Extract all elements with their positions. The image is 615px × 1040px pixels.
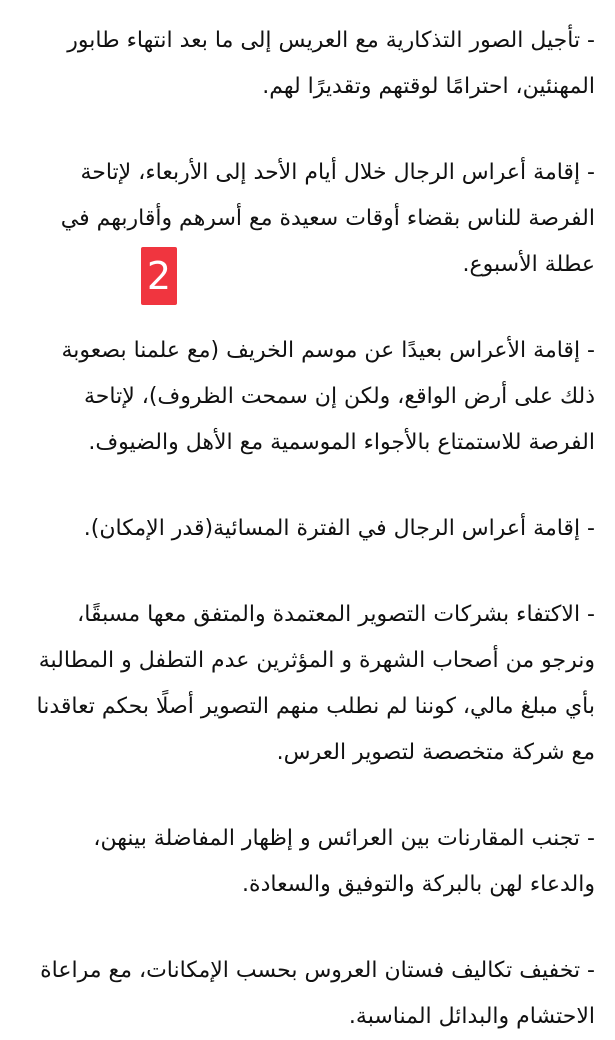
paragraph-5: - الاكتفاء بشركات التصوير المعتمدة والمتفق معها مسبقًا، ونرجو من أصحاب الشهرة و المؤثرين عدم التطفل و المطالبة بأي مبلغ مالي، كوننا لم نطلب منهم التصوير أصلًا بحكم تعاقدنا مع شركة متخصصة لتصوير العرس. (36, 602, 595, 765)
paragraph-7: - تخفيف تكاليف فستان العروس بحسب الإمكانات، مع مراعاة الاحتشام والبدائل المناسبة. (40, 958, 595, 1029)
paragraph-3: - إقامة الأعراس بعيدًا عن موسم الخريف (مع علمنا بصعوبة ذلك على أرض الواقع، ولكن إن سمحت الظروف)، لإتاحة الفرصة للاستمتاع بالأجواء الموسمية مع الأهل والضيوف. (61, 338, 595, 455)
paragraph-2: - إقامة أعراس الرجال خلال أيام الأحد إلى الأربعاء، لإتاحة الفرصة للناس بقضاء أوقات سعيدة مع أسرهم وأقاربهم في عطلة الأسبوع. (60, 160, 595, 277)
paragraph-6: - تجنب المقارنات بين العرائس و إظهار المفاضلة بينهن، والدعاء لهن بالبركة والتوفيق والسعادة. (93, 826, 595, 897)
page-number-badge: 2 (141, 247, 177, 305)
paragraph-1: - تأجيل الصور التذكارية مع العريس إلى ما بعد انتهاء طابور المهنئين، احترامًا لوقتهم وتقديرًا لهم. (67, 28, 595, 99)
paragraph-4: - إقامة أعراس الرجال في الفترة المسائية(قدر الإمكان). (83, 516, 595, 541)
